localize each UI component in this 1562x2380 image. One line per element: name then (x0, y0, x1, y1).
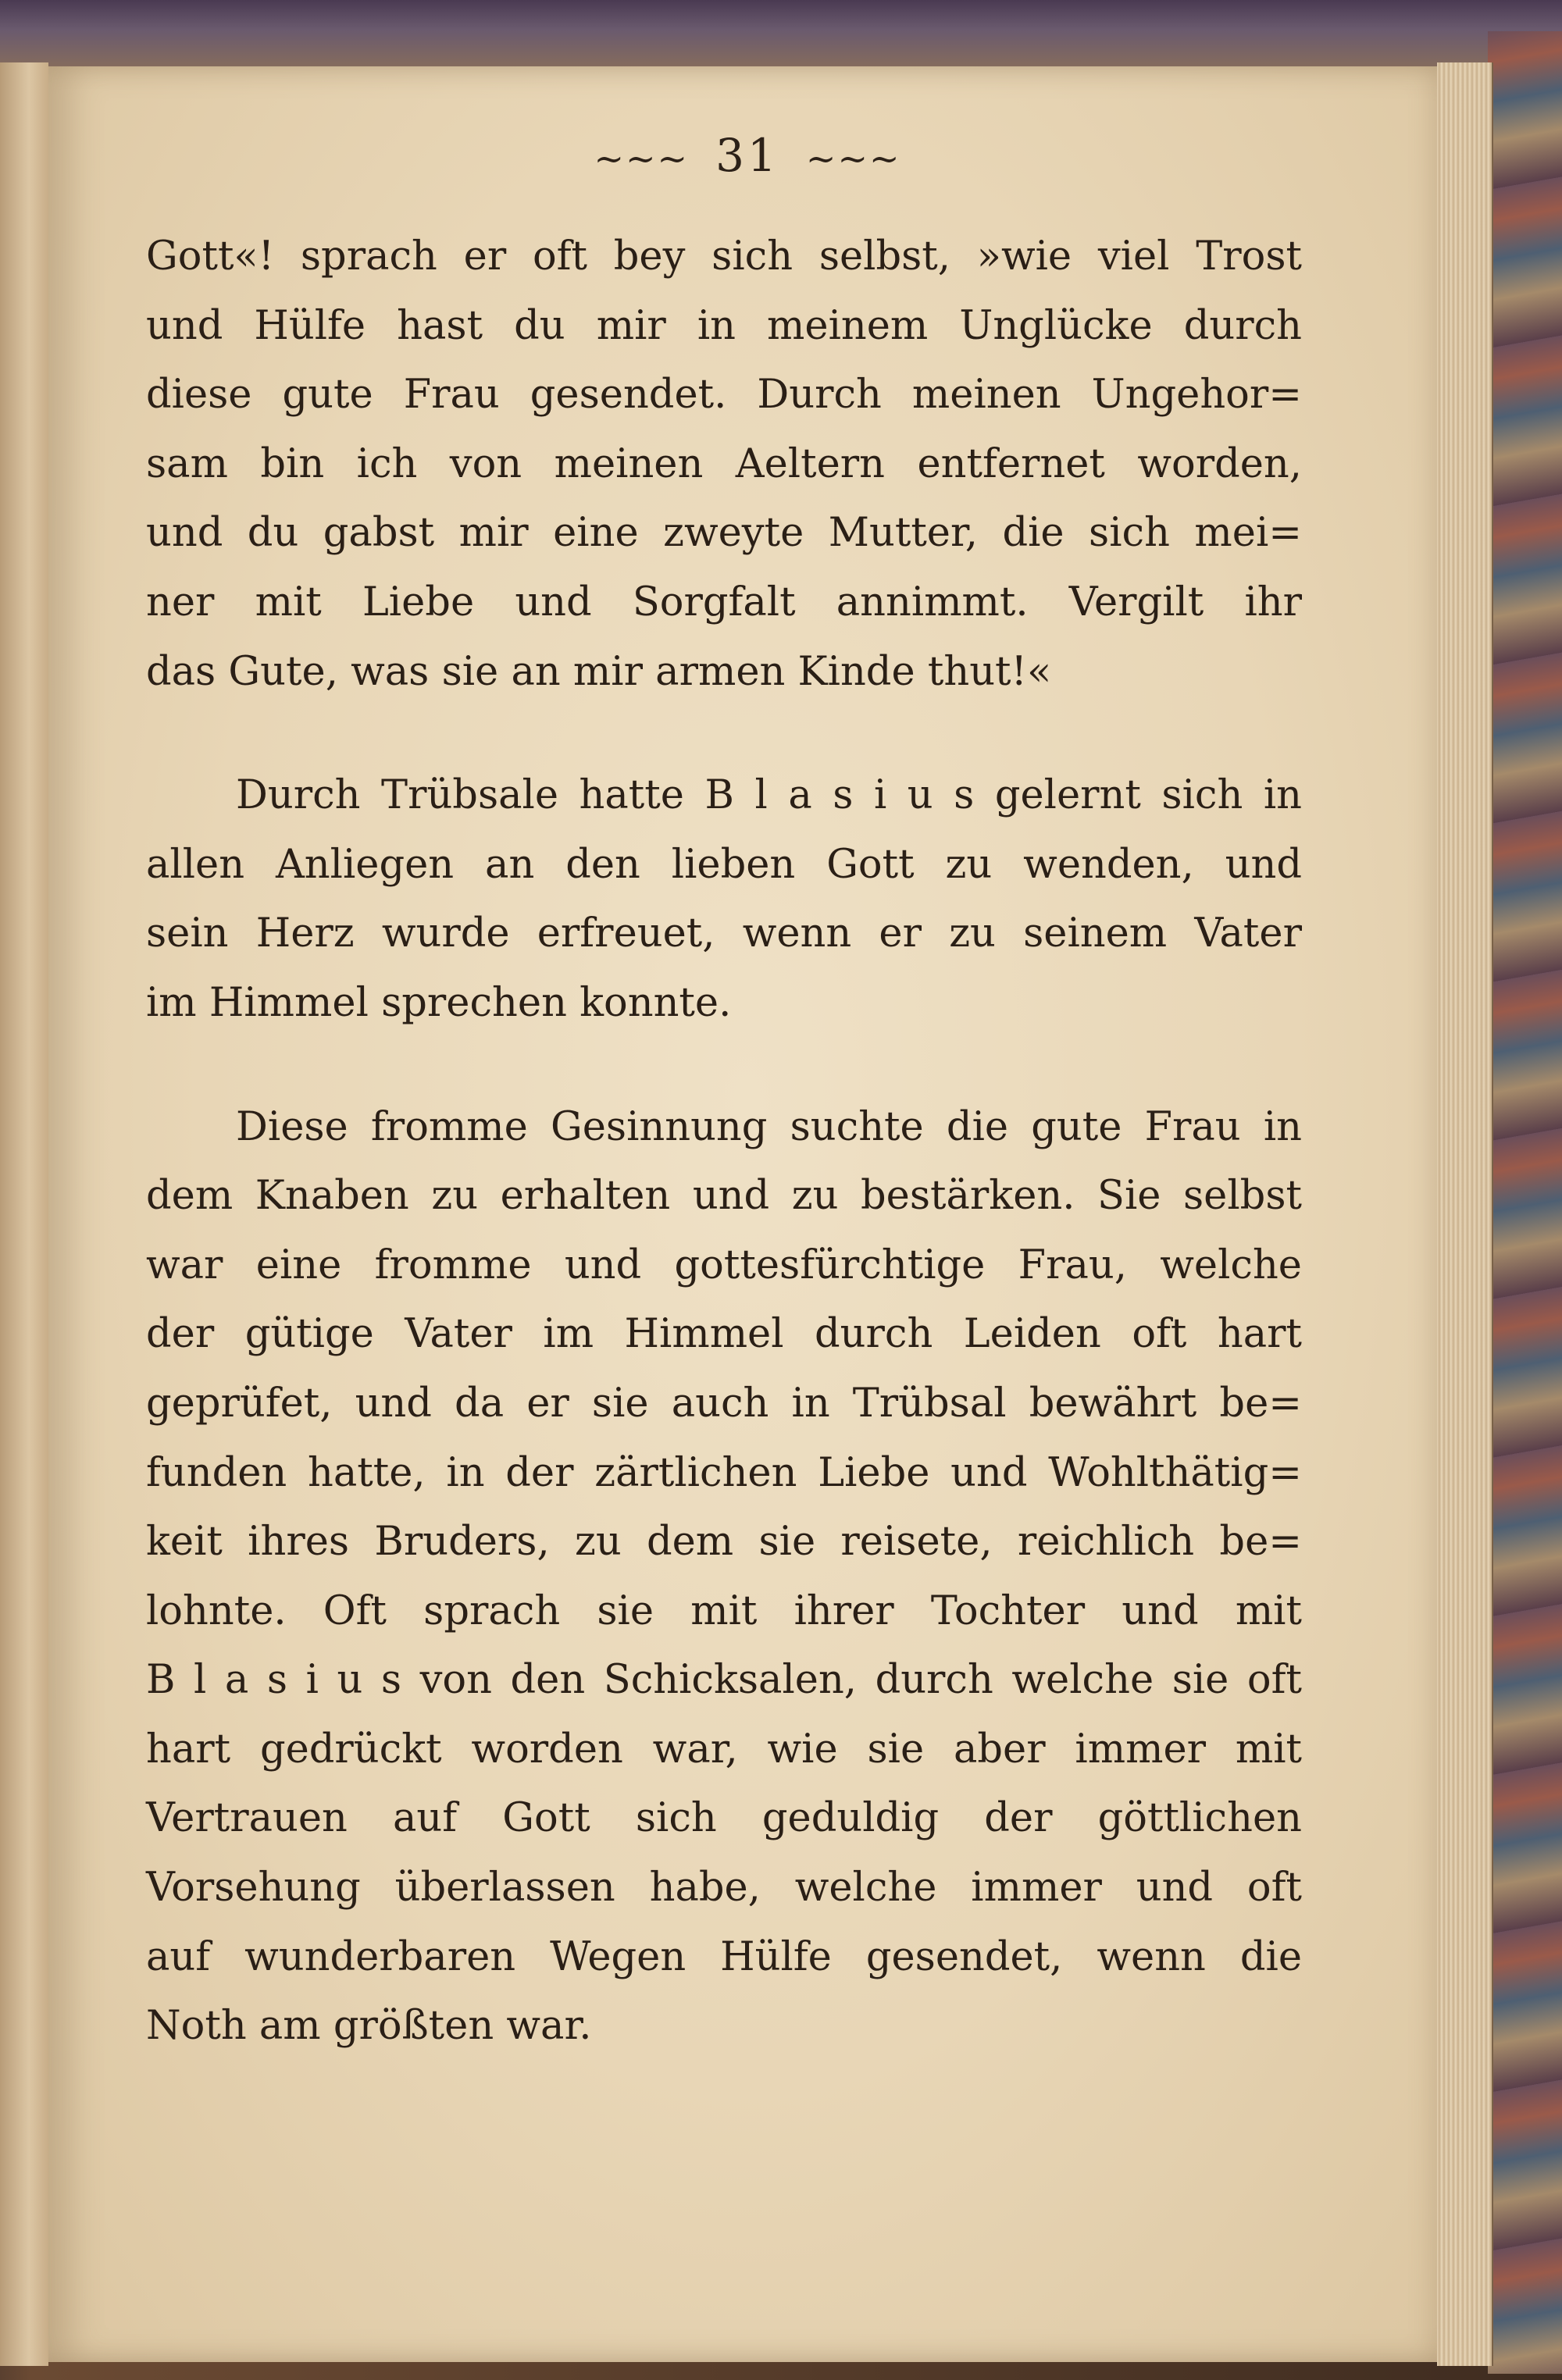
text-line: Durch Trübsale hatte B l a s i u s gelernt sich in (236, 772, 1302, 819)
text-line: sein Herz wurde erfreuet, wenn er zu seinem Vater (146, 910, 1302, 957)
text-line: auf wunderbaren Wegen Hülfe gesendet, wenn die (146, 1933, 1302, 1980)
page-header (48, 129, 1446, 182)
paragraph (146, 223, 1302, 707)
text-line: keit ihres Bruders, zu dem sie reisete, reichlich be= (146, 1519, 1302, 1566)
book-cover-top (0, 0, 1562, 74)
paragraph (146, 1093, 1302, 2061)
text-line: hart gedrückt worden war, wie sie aber immer mit (146, 1726, 1302, 1773)
text-line: Gott«! sprach er oft bey sich selbst, »wie viel Trost (146, 233, 1302, 280)
header-ornament-left: ~~~ (594, 137, 690, 180)
text-line: Vertrauen auf Gott sich geduldig der göttlichen (146, 1795, 1302, 1842)
text-line: im Himmel sprechen konnte. (146, 979, 732, 1026)
text-line: B l a s i u s von den Schicksalen, durch welche sie oft (146, 1657, 1302, 1704)
text-line: Diese fromme Gesinnung suchte die gute Frau in (236, 1103, 1302, 1150)
text-line: ner mit Liebe und Sorgfalt annimmt. Vergilt ihr (146, 579, 1302, 625)
text-line: geprüfet, und da er sie auch in Trübsal bewährt be= (146, 1380, 1302, 1427)
page-body (146, 223, 1302, 2061)
previous-page-edge (0, 62, 48, 2366)
text-line: diese gute Frau gesendet. Durch meinen Ungehor= (146, 372, 1302, 419)
text-line: das Gute, was sie an mir armen Kinde thut!« (146, 648, 1052, 695)
paragraph (146, 761, 1302, 1038)
page-number: 31 (715, 129, 779, 182)
text-line: lohnte. Oft sprach sie mit ihrer Tochter und mit (146, 1587, 1302, 1634)
page-block-edges (1437, 62, 1493, 2366)
book-page (48, 66, 1446, 2362)
text-line: und du gabst mir eine zweyte Mutter, die sich mei= (146, 510, 1302, 557)
text-line: dem Knaben zu erhalten und zu bestärken. Sie selbst (146, 1173, 1302, 1220)
text-line: der gütige Vater im Himmel durch Leiden oft hart (146, 1311, 1302, 1358)
text-line: und Hülfe hast du mir in meinem Unglücke durch (146, 302, 1302, 349)
text-line: funden hatte, in der zärtlichen Liebe und Wohlthätig= (146, 1449, 1302, 1496)
text-line: Vorsehung überlassen habe, welche immer und oft (146, 1865, 1302, 1911)
text-line: Noth am größten war. (146, 2003, 592, 2050)
text-line: allen Anliegen an den lieben Gott zu wenden, und (146, 841, 1302, 888)
header-ornament-right: ~~~ (805, 137, 901, 180)
text-line: sam bin ich von meinen Aeltern entfernet worden, (146, 440, 1302, 487)
book-cover-marbled-edge (1488, 31, 1562, 2374)
text-line: war eine fromme und gottesfürchtige Frau, welche (146, 1242, 1302, 1288)
